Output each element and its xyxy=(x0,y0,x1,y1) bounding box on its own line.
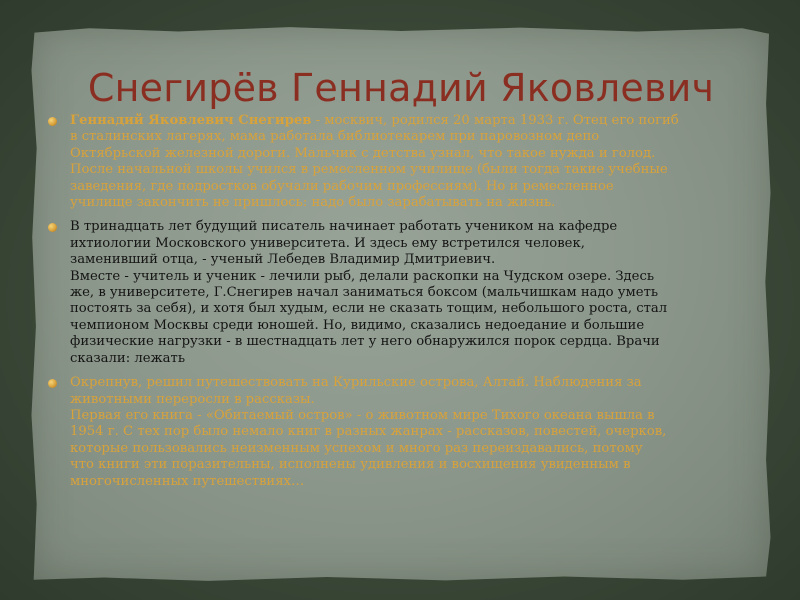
text-line: заменивший отца, - ученый Лебедев Владимир Дмитриевич. xyxy=(70,252,496,268)
text-line: училище закончить не пришлось: надо было зарабатывать на жизнь. xyxy=(70,195,556,211)
text-line: заведения, где подростков обучали рабочим профессиям). Но и ремесленное xyxy=(70,178,614,194)
text-line: в сталинских лагерях, мама работала библиотекарем при паровозном депо xyxy=(70,129,600,145)
text-line: которые пользовались неизменным успехом и много раз переиздавались, потому xyxy=(70,440,643,456)
slide-title: Снегирёв Геннадий Яковлевич xyxy=(87,66,715,110)
text-line: После начальной школы учился в ремесленном училище (были тогда такие учебные xyxy=(70,162,668,178)
text-line xyxy=(70,113,754,129)
bullet-item-1 xyxy=(46,113,754,211)
text-line: ихтиологии Московского университета. И здесь ему встретился человек, xyxy=(70,235,585,251)
bullet-icon xyxy=(48,379,57,388)
text-line: 1954 г. С тех пор было немало книг в разных жанрах - рассказов, повестей, очерков, xyxy=(70,424,667,440)
bullet-icon xyxy=(48,117,57,126)
bullet-item-2 xyxy=(46,219,754,367)
text-line: Первая его книга - «Обитаемый остров» - о животном мире Тихого океана вышла в xyxy=(70,407,655,423)
text-line: В тринадцать лет будущий писатель начинает работать учеником на кафедре xyxy=(70,219,618,235)
bullet-item-3 xyxy=(46,375,754,490)
bullet-icon xyxy=(48,223,57,232)
text-line: постоять за себя), и хотя был худым, если не сказать тощим, небольшого роста, стал xyxy=(70,301,668,317)
text-line: чемпионом Москвы среди юношей. Но, видимо, сказались недоедание и большие xyxy=(70,317,645,333)
slide-content xyxy=(46,113,754,498)
text-line: физические нагрузки - в шестнадцать лет у него обнаружился порок сердца. Врачи xyxy=(70,334,660,350)
text-line: Октябрьской железной дороги. Мальчик с детства узнал, что такое нужда и голод. xyxy=(70,145,656,161)
text-line: многочисленных путешествиях… xyxy=(70,473,305,489)
text-line: же, в университете, Г.Снегирев начал заниматься боксом (мальчишкам надо уметь xyxy=(70,285,659,301)
text-line: сказали: лежать xyxy=(70,350,185,366)
text-segment: - москвич, родился 20 марта 1933 г. Отец его погиб xyxy=(311,113,679,128)
lead-name: Геннадий Яковлевич Снегирев xyxy=(70,113,312,128)
text-line: Вместе - учитель и ученик - лечили рыб, делали раскопки на Чудском озере. Здесь xyxy=(70,268,655,284)
text-line: что книги эти поразительны, исполнены удивления и восхищения увиденным в xyxy=(70,457,631,473)
text-line: животными переросли в рассказы. xyxy=(70,391,315,407)
text-line: Окрепнув, решил путешествовать на Курильские острова, Алтай. Наблюдения за xyxy=(70,375,642,391)
